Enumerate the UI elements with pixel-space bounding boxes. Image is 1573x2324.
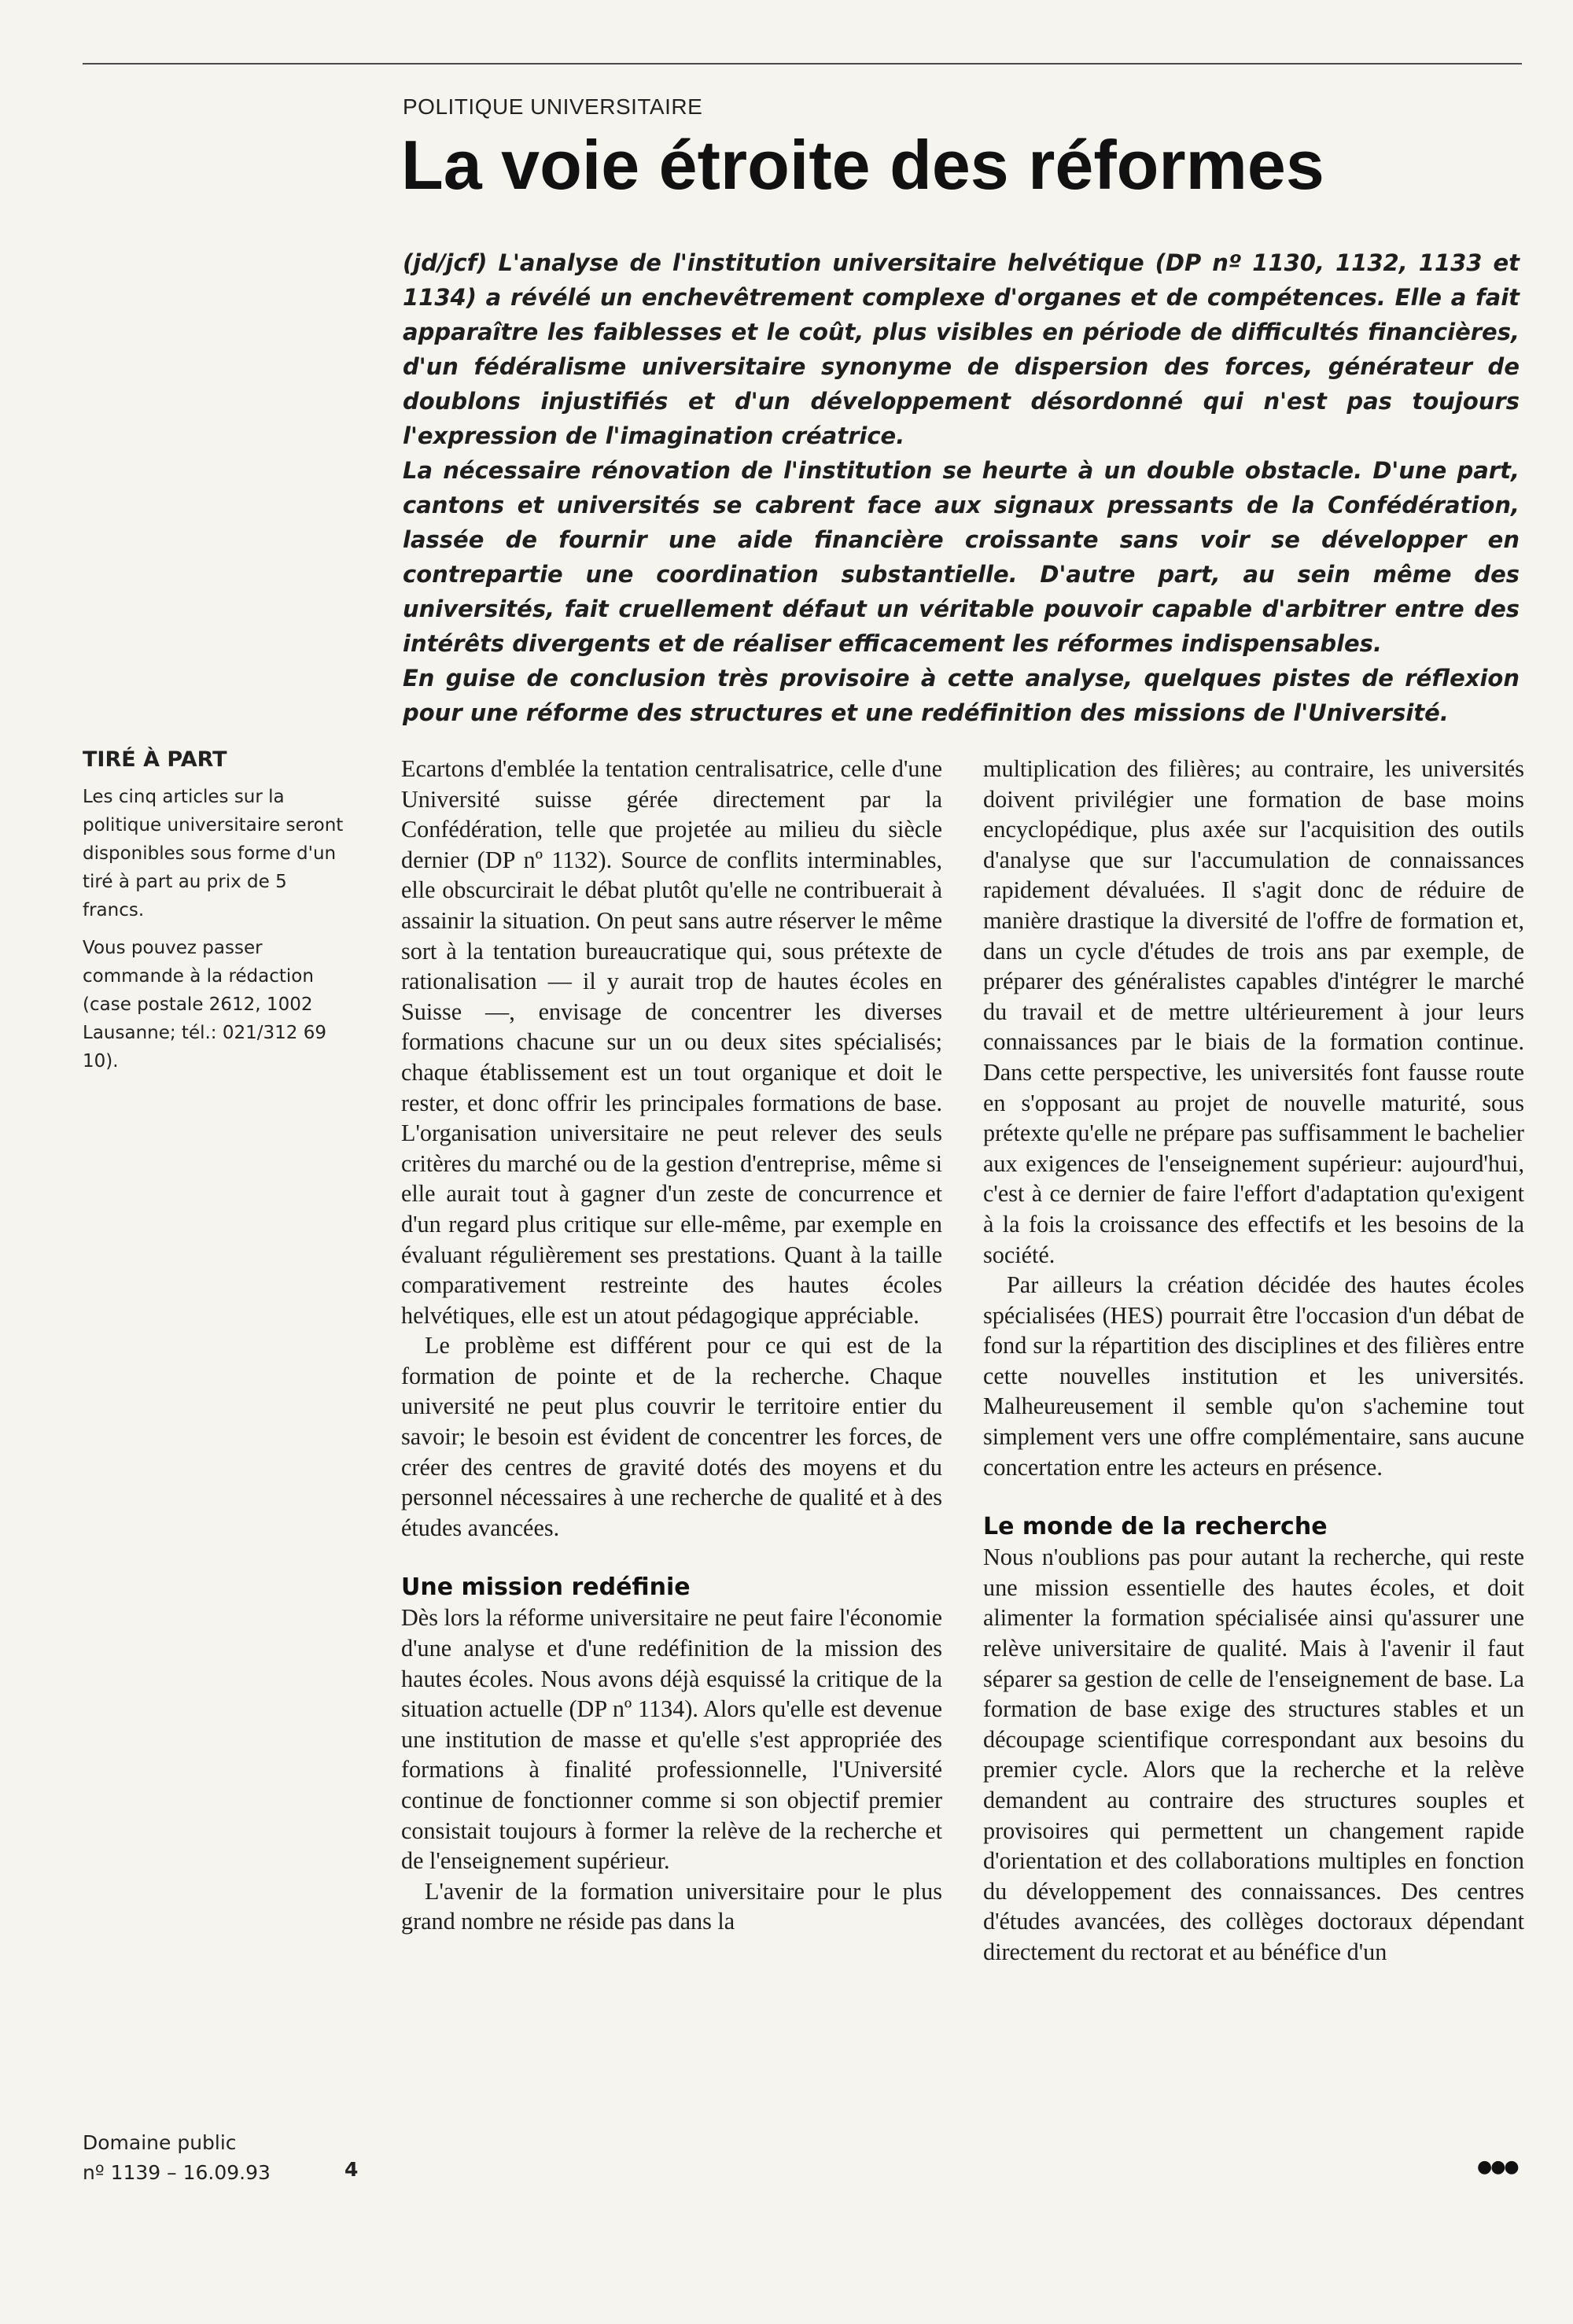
lead-paragraph: (jd/jcf) L'analyse de l'institution universitaire helvétique (DP nº 1130, 1132, 1133 et 1134) a révélé un enchevêtrement complexe d'organes et de compétences. Elle a fait apparaître les faiblesses et le coût, plus visibles en période de difficultés financières, d'un fédéralisme universitaire synonyme de dispersion des forces, générateur de doublons injustifiés et d'un développement désordonné qui n'est pas toujours l'expression de l'imagination créatrice.: [403, 249, 1520, 449]
body-column-left: [401, 754, 942, 1937]
body-paragraph: multiplication des filières; au contraire, les universités doivent privilégier une formation de base moins encyclopédique, plus axée sur l'acquisition des outils d'analyse que sur l'accumulation de connaissances rapidement dévaluées. Il s'agit donc de réduire de manière drastique la diversité de l'offre de formation et, dans un cycle d'études de trois ans par exemple, de préparer des généralistes capables d'intégrer le marché du travail et de mettre ultérieurement à jour leurs connaissances par le biais de la formation continue. Dans cette perspective, les universités font fausse route en s'opposant au projet de nouvelle maturité, sous prétexte qu'elle ne prépare pas suffisamment le bachelier aux exigences de l'enseignement supérieur: aujourd'hui, c'est à ce dernier de faire l'effort d'adaptation qu'exigent à la fois la croissance des effectifs et les besoins de la société.: [983, 755, 1524, 1268]
page-number: 4: [344, 2158, 359, 2181]
publication-info: [83, 2128, 271, 2188]
lead-paragraph: En guise de conclusion très provisoire à cette analyse, quelques pistes de réflexion pour une réforme des structures et une redéfinition des missions de l'Université.: [403, 665, 1520, 726]
section-heading: Une mission redéfinie: [401, 1573, 691, 1602]
body-paragraph: Ecartons d'emblée la tentation centralisatrice, celle d'une Université suisse gérée directement par la Confédération, telle que projetée au milieu du siècle dernier (DP nº 1132). Source de conflits interminables, elle obscurcirait le débat plutôt qu'elle ne contribuerait à assainir la situation. On peut sans autre réserver le même sort à la tentation bureaucratique qui, sous prétexte de rationalisation — il y aurait trop de hautes écoles en Suisse —, envisage de concentrer les diverses formations chacune sur un ou deux sites spécialisés; chaque établissement est un tout organique et doit le rester, et donc offrir les principales formations de base. L'organisation universitaire ne peut relever des seuls critères du marché ou de la gestion d'entreprise, même si elle aurait tout à gagner d'un zeste de concurrence et d'un regard plus critique sur elle-même, par exemple en évaluant régulièrement ses prestations. Quant à la taille comparativement restreinte des hautes écoles helvétiques, elle est un atout pédagogique appréciable.: [401, 755, 942, 1329]
article-lead: [403, 245, 1520, 730]
lead-paragraph: La nécessaire rénovation de l'institution se heurte à un double obstacle. D'une part, cantons et universités se cabrent face aux signaux pressants de la Confédération, lassée de fournir une aide financière croissante sans voir se développer en contrepartie une coordination substantielle. D'autre part, au sein même des universités, fait cruellement défaut un véritable pouvoir capable d'arbitrer entre des intérêts divergents et de réaliser efficacement les réformes indispensables.: [403, 457, 1520, 657]
article-title: La voie étroite des réformes: [401, 126, 1324, 204]
sidebar-paragraph: Les cinq articles sur la politique universitaire seront disponibles sous forme d'un tiré à part au prix de 5 francs.: [83, 787, 344, 920]
offprint-sidebar: [83, 747, 350, 1085]
body-paragraph: Dès lors la réforme universitaire ne peut faire l'économie d'une analyse et d'une redéfinition de la mission des hautes écoles. Nous avons déjà esquissé la critique de la situation actuelle (DP nº 1134). Alors qu'elle est devenue une institution de masse et qu'elle s'est appropriée des formations à finalité professionnelle, l'Université continue de fonctionner comme si son objectif premier consistait toujours à former la relève de la recherche et de l'enseignement supérieur.: [401, 1604, 942, 1875]
top-rule: [83, 63, 1522, 65]
body-column-right: [983, 754, 1524, 1968]
rubric-label: POLITIQUE UNIVERSITAIRE: [403, 94, 703, 119]
sidebar-title: TIRÉ À PART: [83, 747, 227, 772]
issue-info: nº 1139 – 16.09.93: [83, 2161, 271, 2184]
body-paragraph: Le problème est différent pour ce qui est de la formation de pointe et de la recherche. Chaque université ne peut plus couvrir le territoire entier du savoir; le besoin est évident de concentrer les forces, de créer des centres de gravité dotés des moyens et du personnel nécessaires à une recherche de qualité et à des études avancées.: [401, 1332, 942, 1541]
body-paragraph: Nous n'oublions pas pour autant la recherche, qui reste une mission essentielle des hautes écoles, et doit alimenter la formation spécialisée ainsi qu'assurer une relève universitaire de qualité. Mais à l'avenir il faut séparer sa gestion de celle de l'enseignement de base. La formation de base exige des structures stables et un découpage scientifique correspondant aux besoins du premier cycle. Alors que la recherche et la relève demandent au contraire des structures souples et provisoires qui permettent un changement rapide d'orientation et des collaborations multiples en fonction du développement des connaissances. Des centres d'études avancées, des collèges doctoraux dépendant directement du rectorat et au bénéfice d'un: [983, 1544, 1524, 1965]
continuation-marker: ●●●: [1477, 2157, 1518, 2177]
publication-name: Domaine public: [83, 2131, 237, 2154]
body-paragraph: L'avenir de la formation universitaire pour le plus grand nombre ne réside pas dans la: [401, 1877, 942, 1935]
section-heading: Le monde de la recherche: [983, 1513, 1328, 1541]
body-paragraph: Par ailleurs la création décidée des hautes écoles spécialisées (HES) pourrait être l'occasion d'un débat de fond sur la répartition des disciplines et des filières entre cette nouvelles institution et les universités. Malheureusement il semble qu'on s'achemine tout simplement vers une offre complémentaire, sans aucune concertation entre les acteurs en présence.: [983, 1271, 1524, 1481]
sidebar-paragraph: Vous pouvez passer commande à la rédaction (case postale 2612, 1002 Lausanne; tél.: 021/312 69 10).: [83, 938, 326, 1072]
